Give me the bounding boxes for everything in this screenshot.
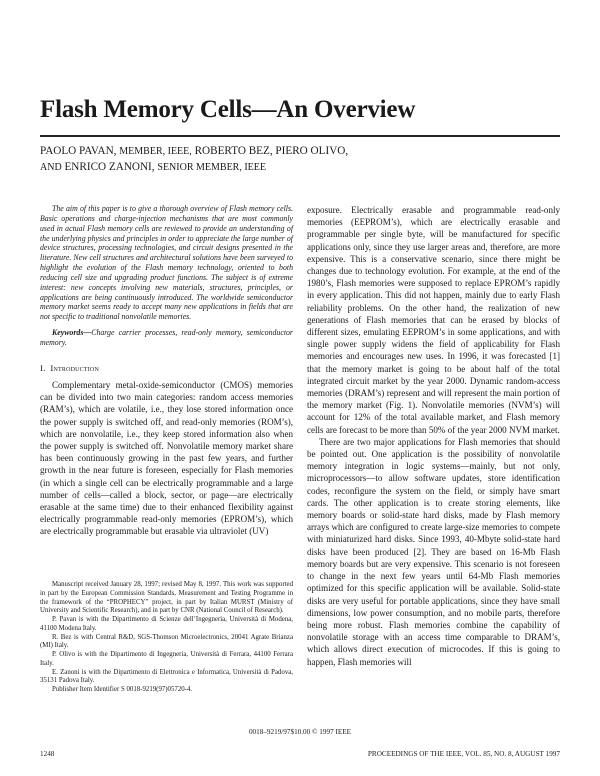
author-and: AND xyxy=(40,161,62,173)
author-line-1 xyxy=(40,144,560,160)
page-number: 1248 xyxy=(40,750,55,758)
right-paragraph-1: exposure. Electrically erasable and programmable read-only memories (EEPROM’s), which are electrically erasable and programmable per single byte, will be manufactured for specific applications only, since they use larger areas and, therefore, are more expensive. This is a conservative scenario, since there might be changes due to technology evolution. For example, at the end of the 1980’s, Flash memories were supposed to replace EPROM’s rapidly in every application. This did not happen, mainly due to early Flash reliability problems. On the other hand, the realization of new generations of Flash memories that can be erased by blocks of different sizes, emulating EEPROM’s in some applications, and with single power supply widens the field of applicability for Flash memories and encourages new uses. In 1996, it was forecasted [1] that the memory market is going to be about half of the total integrated circuit market by the year 2000. Dynamic random-access memories (DRAM’s) represent and will represent the main portion of the memory market (Fig. 1). Nonvolatile memories (NVM’s) will account for 12% of the total available market, and Flash memory cells are forecast to be more than 50% of the year 2000 NVM market. xyxy=(307,205,560,435)
abstract: The aim of this paper is to give a thorough overview of Flash memory cells. Basic operations and charge-injection mechanisms that are most commonly used in actual Flash memory cells are reviewed to provide an understanding of the underlying physics and principles in order to appreciate the large number of device structures, processing technologies, and circuit designs presented in the literature. New cell structures and architectural solutions have been surveyed to highlight the evolution of the Flash memory technology, oriented to both reducing cell size and upgrading product functions. The subject is of extreme interest: new concepts involving new materials, structures, principles, or applications are being continuously introduced. The worldwide semiconductor memory market seems ready to accept many new applications in fields that are not specific to traditional nonvolatile memories. xyxy=(40,204,293,322)
paper-title: Flash Memory Cells—An Overview xyxy=(40,96,416,123)
section-title: Introduction xyxy=(50,362,100,373)
author-2: ROBERTO BEZ, PIERO OLIVO, xyxy=(194,145,349,157)
footnote-zanoni: E. Zanoni is with the Dipartimento di Elettronica e Informatica, Università di Padova, 35131 Padova Italy. xyxy=(40,668,293,685)
author-3-role: SENIOR MEMBER, IEEE xyxy=(157,161,266,173)
footnote-publisher-id: Publisher Item Identifier S 0018-9219(97)05720-4. xyxy=(52,686,193,693)
footnote-pavan: P. Pavan is with the Dipartimento di Scienze dell’Ingegneria, Università di Modena, 41100 Modena Italy. xyxy=(40,616,293,632)
title-rule xyxy=(40,135,560,137)
keywords-label: Keywords— xyxy=(52,328,92,338)
keywords xyxy=(40,328,293,348)
section-heading xyxy=(40,362,293,374)
author-line-2 xyxy=(40,160,560,176)
author-block xyxy=(40,144,560,175)
author-1-role: MEMBER, IEEE, xyxy=(119,146,192,157)
footnote-bez: R. Bez is with Central R&D, SGS-Thomson Microelectronics, 20041 Agrate Brianza (MI) Italy. xyxy=(40,633,293,650)
keywords-text: Charge carrier processes, read-only memory, semiconductor memory. xyxy=(40,328,293,347)
copyright-identifier: 0018–9219/97$10.00 © 1997 IEEE xyxy=(248,728,352,736)
author-1: PAOLO PAVAN, xyxy=(40,145,117,157)
journal-footer: PROCEEDINGS OF THE IEEE, VOL. 85, NO. 8, AUGUST 1997 xyxy=(367,750,560,758)
footnotes xyxy=(40,581,293,695)
left-column xyxy=(40,204,293,538)
author-3: ENRICO ZANONI, xyxy=(64,160,155,173)
footnote-manuscript: Manuscript received January 28, 1997; revised May 8, 1997. This work was supported in part by the European Commission Standards, Measurement and Testing Programme in the framework of the “PROPHECY” project, in part by Italian MURST (Ministry of University and Scientific Research), and in part by CNR (National Council of Research). xyxy=(40,581,293,615)
section-number: I. xyxy=(40,362,46,373)
footnote-olivo: P. Olivo is with the Dipartimento di Ingegneria, Università di Ferrara, 44100 Ferrara Italy. xyxy=(40,651,293,667)
right-paragraph-2: There are two major applications for Flash memories that should be pointed out. One application is the possibility of nonvolatile memory integration in logic systems—mainly, but not only, microprocessors—to allow software updates, store identification codes, reconfigure the system on the field, or simply have smart cards. The other application is to create storing elements, like memory boards or solid-state hard disks, made by Flash memory arrays which are configured to create large-size memories to compete with miniaturized hard disks. Since 1993, 40-Mbyte solid-state hard disks have been produced [2]. They are based on 16-Mb Flash memory boards but are very expensive. This scenario is not foreseen to change in the next few years until 64-Mb Flash memories optimized for this specific application will be available. Solid-state disks are very useful for portable applications, since they have small dimensions, low power consumption, and no mobile parts, therefore being more robust. Flash memories combine the capability of nonvolatile storage with an access time comparable to DRAM’s, which allows direct execution of microcodes. If this is going to happen, Flash memories will xyxy=(307,436,560,667)
right-column xyxy=(307,204,560,668)
intro-paragraph: Complementary metal-oxide-semiconductor (CMOS) memories can be divided into two main categories: random access memories (RAM’s), which are volatile, i.e., they lose stored information once the power supply is switched off, and read-only memories (ROM’s), which are nonvolatile, i.e., they keep stored information also when the power supply is switched off. Nonvolatile memory market share has been continuously growing in the past few years, and further growth in the near future is foreseen, especially for Flash memories (in which a single cell can be electrically programmable and a large number of cells—called a block, sector, or page—are electrically erasable at the same time) due to their enhanced flexibility against electrically programmable read-only memories (EPROM’s), which are electrically programmable but erasable via ultraviolet (UV) xyxy=(40,380,293,537)
